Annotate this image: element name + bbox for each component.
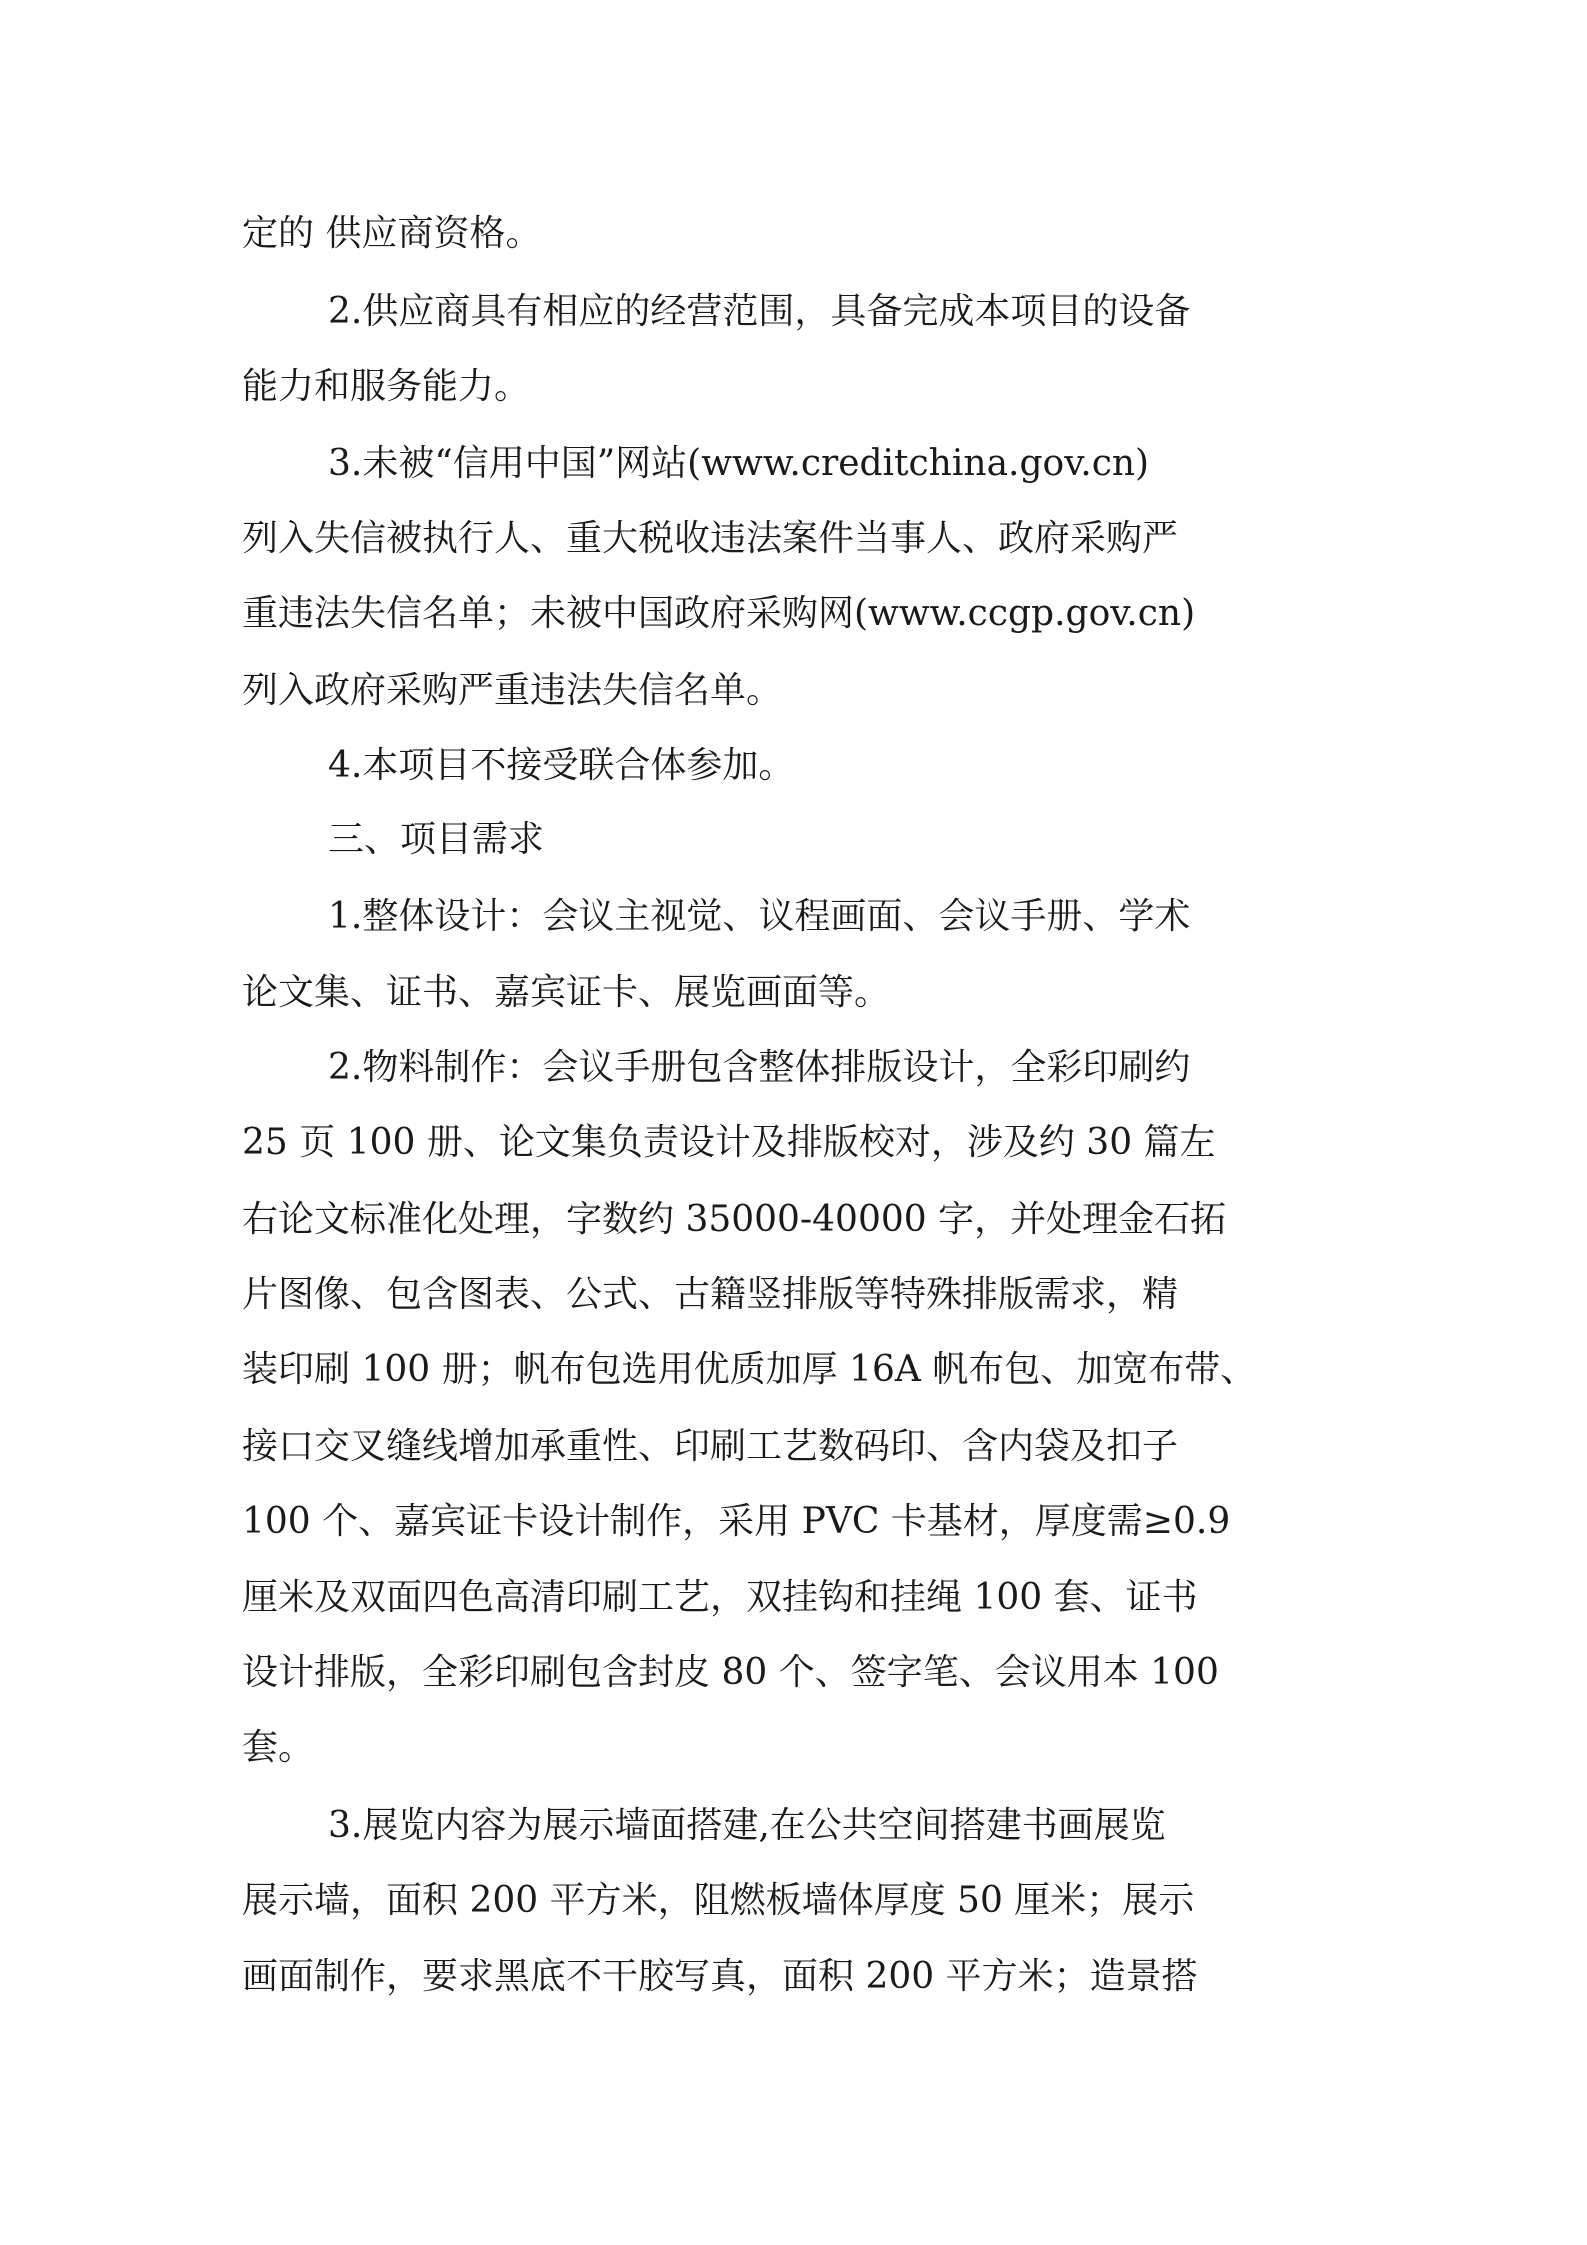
text-line: 画面制作，要求黑底不干胶写真，面积 200 平方米；造景搭 [242,1956,1198,1997]
section-heading: 三、项目需求 [328,819,545,860]
text-line: 能力和服务能力。 [242,366,531,407]
text-line: 2.物料制作：会议手册包含整体排版设计，全彩印刷约 [328,1047,1191,1088]
text-line: 定的 供应商资格。 [242,213,542,254]
text-line: 4.本项目不接受联合体参加。 [328,745,795,786]
text-line: 3.未被“信用中国”网站(www.creditchina.gov.cn) [328,443,1150,484]
text-line: 列入政府采购严重违法失信名单。 [242,670,783,711]
text-line: 100 个、嘉宾证卡设计制作，采用 PVC 卡基材，厚度需≥0.9 [242,1501,1231,1542]
text-line: 展示墙，面积 200 平方米，阻燃板墙体厚度 50 厘米；展示 [242,1880,1195,1921]
text-line: 片图像、包含图表、公式、古籍竖排版等特殊排版需求，精 [242,1274,1179,1315]
text-line: 右论文标准化处理，字数约 35000-40000 字，并处理金石拓 [242,1199,1227,1240]
text-line: 论文集、证书、嘉宾证卡、展览画面等。 [242,972,891,1013]
text-line: 重违法失信名单；未被中国政府采购网(www.ccgp.gov.cn) [242,593,1196,634]
text-line: 2.供应商具有相应的经营范围，具备完成本项目的设备 [328,291,1191,332]
text-line: 套。 [242,1727,315,1768]
text-line: 厘米及双面四色高清印刷工艺，双挂钩和挂绳 100 套、证书 [242,1577,1198,1618]
text-line: 设计排版，全彩印刷包含封皮 80 个、签字笔、会议用本 100 [242,1652,1219,1693]
text-line: 1.整体设计：会议主视觉、议程画面、会议手册、学术 [328,896,1191,937]
text-line: 3.展览内容为展示墙面搭建,在公共空间搭建书画展览 [328,1805,1166,1846]
text-line: 25 页 100 册、论文集负责设计及排版校对，涉及约 30 篇左 [242,1122,1216,1163]
text-line: 列入失信被执行人、重大税收违法案件当事人、政府采购严 [242,518,1179,559]
text-line: 接口交叉缝线增加承重性、印刷工艺数码印、含内袋及扣子 [242,1426,1179,1467]
text-line: 装印刷 100 册；帆布包选用优质加厚 16A 帆布包、加宽布带、 [242,1349,1257,1390]
